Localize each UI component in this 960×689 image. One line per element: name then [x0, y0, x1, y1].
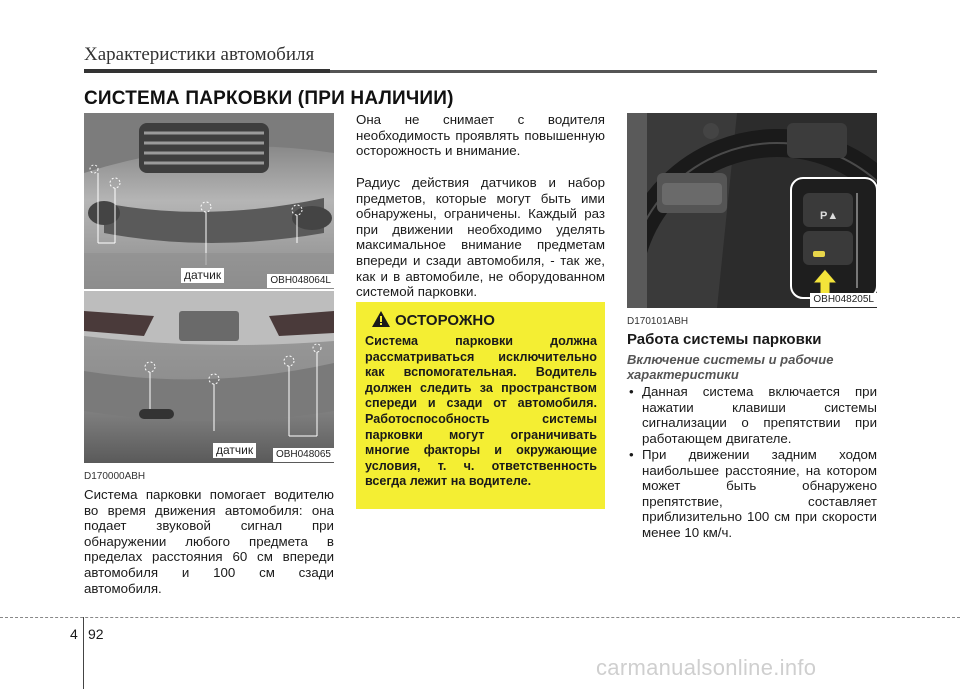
bullet-text-1: Данная система включается при нажатии клавиши системы сигнализации о препятствии при работающем двигателе. [642, 384, 877, 446]
warning-heading [372, 311, 495, 329]
watermark: carmanualsonline.info [596, 655, 817, 680]
header-title: Характеристики автомобиля [84, 44, 315, 65]
page-number: 92 [88, 626, 104, 642]
warning-text: Система парковки должна рассматриваться исключительно как вспомогательная. Водитель должен следить за пространством спереди и сзади от автомобиля. Работоспособность системы парковки могут ограничивать многие факторы и окружающие условия, т. ч. ответственность всегда лежит на водителе. [365, 334, 597, 489]
left-section-code: D170000ABH [84, 471, 146, 482]
parking-button-label: P▲ [820, 210, 839, 222]
middle-paragraph-2: Радиус действия датчиков и набор предметов, которые могут быть ими обнаружены, ограничены. Каждый раз при движении необходимо уделять максимальное внимание предметам впереди и сзади автомобиля, - так же, как и в автомобиле, не оборудованном системой парковки. [356, 175, 605, 300]
section-title: СИСТЕМА ПАРКОВКИ (ПРИ НАЛИЧИИ) [84, 88, 454, 109]
right-section-code: D170101ABH [627, 316, 689, 327]
header-rule-accent [84, 69, 330, 73]
right-title: Работа системы парковки [627, 331, 822, 348]
bullet-dot: • [629, 384, 634, 399]
left-paragraph: Система парковки помогает водителю во время движения автомобиля: она подает звуковой сигнал при обнаружении любого предмета в пределах расстояния 60 см впереди автомобиля и 100 см сзади автомобиля. [84, 487, 334, 596]
warning-title: ОСТОРОЖНО [395, 312, 495, 329]
footer-divider [83, 617, 84, 689]
footer-rule [0, 617, 960, 618]
warning-triangle-icon [372, 311, 390, 327]
middle-paragraph-1: Она не снимает с водителя необходимость проявлять повышенную осторожность и внимание. [356, 112, 605, 159]
front-figure-code: OBH048064L [267, 274, 334, 288]
front-sensor-label: датчик [181, 268, 224, 283]
rear-figure-code: OBH048065 [273, 448, 334, 462]
front-bumper-photo [84, 113, 334, 289]
steering-wheel-photo [627, 113, 877, 308]
chapter-number: 4 [70, 626, 78, 642]
wheel-figure-code: OBH048205L [810, 293, 877, 307]
rear-sensor-label: датчик [213, 443, 256, 458]
bullet-item-2 [627, 447, 877, 541]
right-subtitle: Включение системы и рабочие характеристики [627, 352, 834, 382]
bullet-text-2: При движении задним ходом наибольшее расстояние, на котором может быть обнаружено препятствие, составляет приблизительно 100 см при скорости менее 10 км/ч. [642, 447, 877, 540]
rear-bumper-photo [84, 291, 334, 463]
bullet-item-1 [627, 384, 877, 446]
warning-box [356, 302, 605, 509]
bullet-dot: • [629, 447, 634, 462]
